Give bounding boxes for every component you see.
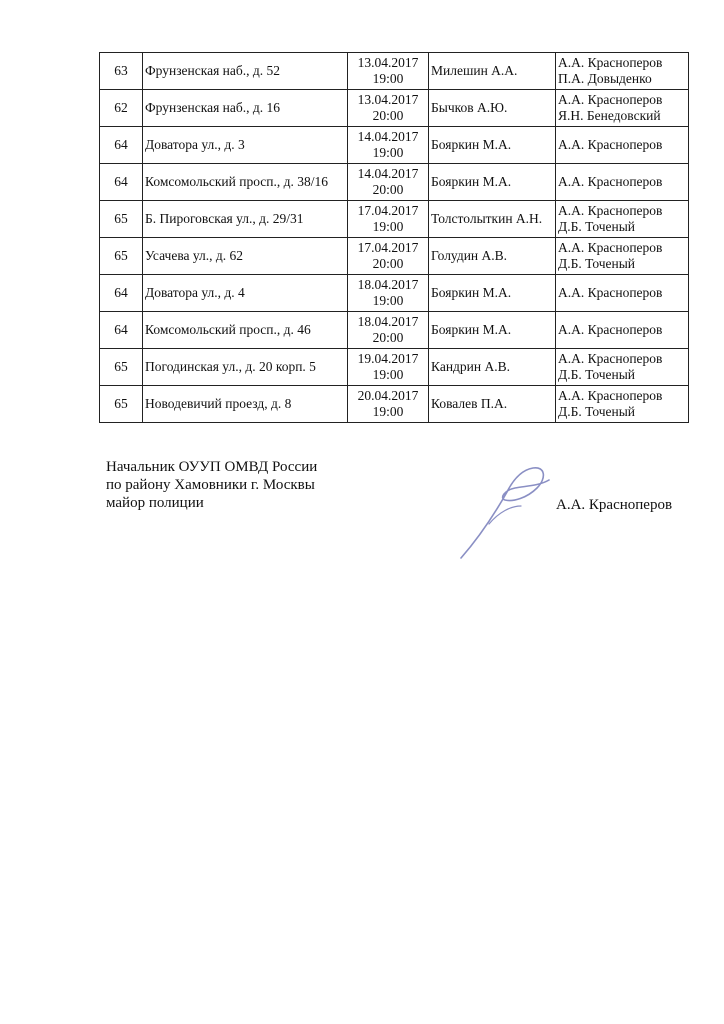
cell-responsible: Ковалев П.А. [429,386,556,423]
cell-time: 19:00 [372,219,404,234]
table-row [100,201,689,238]
signer-name: А.А. Красноперов [556,497,673,513]
cell-date: 17.04.2017 [357,203,419,218]
table-row [100,275,689,312]
cell-number: 65 [100,349,143,386]
rank: майор полиции [106,495,204,511]
cell-control-name: А.А. Красноперов [558,322,663,337]
cell-date: 18.04.2017 [357,277,419,292]
table-row [100,312,689,349]
cell-number: 65 [100,238,143,275]
cell-address: Фрунзенская наб., д. 16 [143,90,348,127]
schedule-table-body [100,53,689,423]
cell-address: Б. Пироговская ул., д. 29/31 [143,201,348,238]
cell-control-name: Д.Б. Точеный [558,256,636,271]
cell-date: 17.04.2017 [357,240,419,255]
cell-time: 20:00 [372,256,404,271]
cell-responsible: Бояркин М.А. [429,312,556,349]
table-row [100,127,689,164]
schedule-table [99,52,689,423]
cell-control-name: Я.Н. Бенедовский [558,108,661,123]
cell-control-name: Д.Б. Точеный [558,367,636,382]
cell-control [556,386,689,423]
cell-responsible: Бояркин М.А. [429,164,556,201]
cell-datetime [348,386,429,423]
cell-control [556,349,689,386]
cell-datetime [348,275,429,312]
signature-block [106,458,317,512]
cell-control-name: А.А. Красноперов [558,203,663,218]
cell-date: 18.04.2017 [357,314,419,329]
cell-control-name: П.А. Довыденко [558,71,652,86]
table-row [100,238,689,275]
cell-number: 64 [100,164,143,201]
table-row [100,164,689,201]
cell-time: 19:00 [372,145,404,160]
cell-responsible: Бояркин М.А. [429,127,556,164]
cell-date: 14.04.2017 [357,129,419,144]
cell-address: Комсомольский просп., д. 38/16 [143,164,348,201]
position-district: по району Хамовники г. Москвы [106,477,315,493]
cell-number: 64 [100,127,143,164]
cell-responsible: Толстолыткин А.Н. [429,201,556,238]
cell-time: 20:00 [372,330,404,345]
cell-datetime [348,90,429,127]
cell-control [556,164,689,201]
cell-control [556,312,689,349]
cell-datetime [348,201,429,238]
cell-number: 63 [100,53,143,90]
cell-control [556,127,689,164]
table-row [100,349,689,386]
cell-control [556,53,689,90]
cell-date: 19.04.2017 [357,351,419,366]
cell-control-name: А.А. Красноперов [558,92,663,107]
cell-datetime [348,238,429,275]
cell-datetime [348,53,429,90]
cell-address: Доватора ул., д. 4 [143,275,348,312]
cell-control-name: А.А. Красноперов [558,388,663,403]
cell-control-name: А.А. Красноперов [558,174,663,189]
cell-address: Новодевичий проезд, д. 8 [143,386,348,423]
cell-time: 19:00 [372,293,404,308]
cell-date: 20.04.2017 [357,388,419,403]
cell-datetime [348,312,429,349]
cell-control-name: А.А. Красноперов [558,137,663,152]
cell-number: 64 [100,275,143,312]
cell-control [556,90,689,127]
cell-responsible: Милешин А.А. [429,53,556,90]
cell-datetime [348,164,429,201]
handwritten-signature [455,462,555,562]
cell-time: 20:00 [372,182,404,197]
cell-responsible: Голудин А.В. [429,238,556,275]
cell-time: 20:00 [372,108,404,123]
cell-control [556,275,689,312]
cell-control-name: А.А. Красноперов [558,240,663,255]
cell-address: Погодинская ул., д. 20 корп. 5 [143,349,348,386]
cell-address: Фрунзенская наб., д. 52 [143,53,348,90]
cell-date: 13.04.2017 [357,55,419,70]
table-row [100,53,689,90]
cell-address: Усачева ул., д. 62 [143,238,348,275]
cell-datetime [348,127,429,164]
cell-number: 65 [100,386,143,423]
cell-control-name: Д.Б. Точеный [558,219,636,234]
cell-datetime [348,349,429,386]
cell-responsible: Кандрин А.В. [429,349,556,386]
cell-control-name: Д.Б. Точеный [558,404,636,419]
cell-control [556,238,689,275]
table-row [100,90,689,127]
cell-time: 19:00 [372,71,404,86]
cell-time: 19:00 [372,404,404,419]
cell-date: 13.04.2017 [357,92,419,107]
cell-control-name: А.А. Красноперов [558,285,663,300]
cell-control-name: А.А. Красноперов [558,55,663,70]
cell-date: 14.04.2017 [357,166,419,181]
cell-control [556,201,689,238]
cell-number: 65 [100,201,143,238]
cell-control-name: А.А. Красноперов [558,351,663,366]
cell-responsible: Бычков А.Ю. [429,90,556,127]
cell-number: 62 [100,90,143,127]
table-row [100,386,689,423]
cell-address: Комсомольский просп., д. 46 [143,312,348,349]
cell-number: 64 [100,312,143,349]
cell-time: 19:00 [372,367,404,382]
cell-address: Доватора ул., д. 3 [143,127,348,164]
cell-responsible: Бояркин М.А. [429,275,556,312]
position-title: Начальник ОУУП ОМВД России [106,459,318,475]
